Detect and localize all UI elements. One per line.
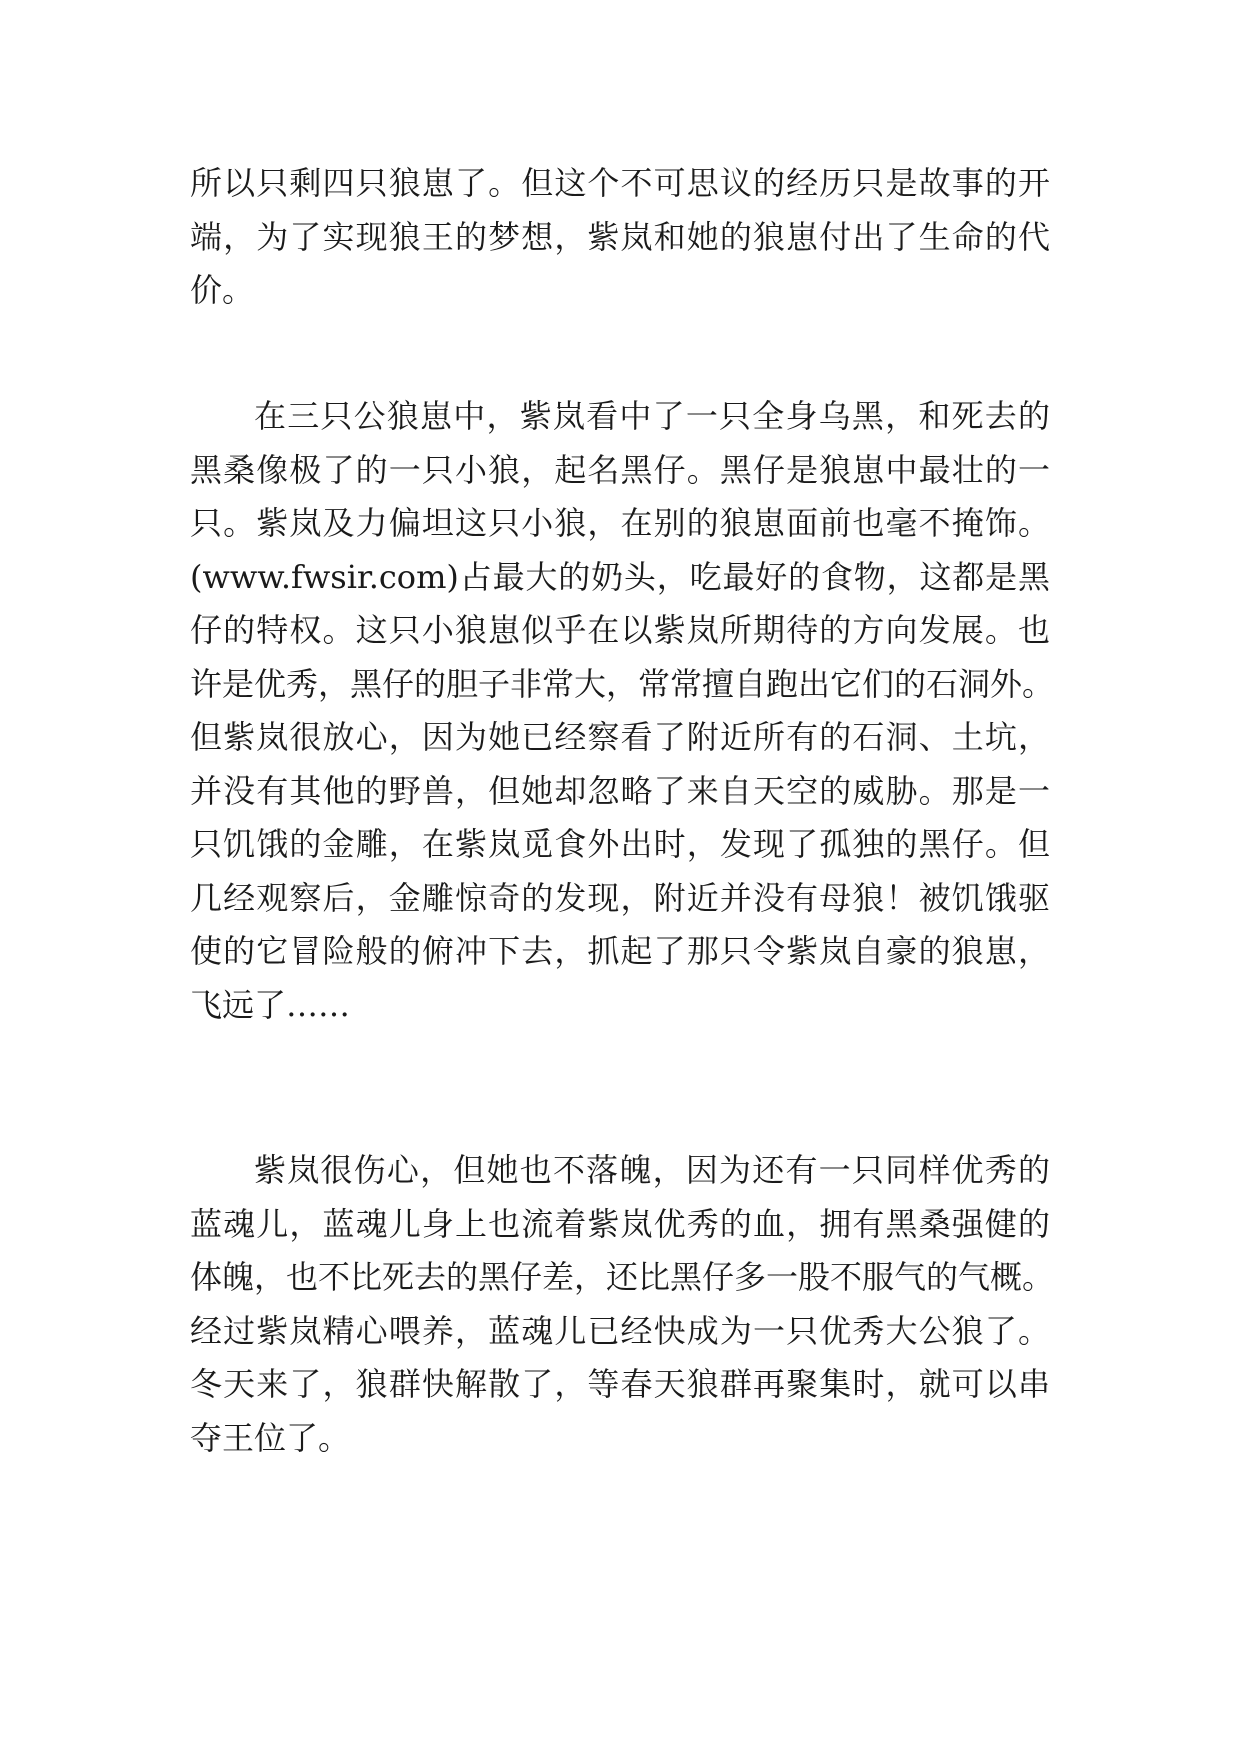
text-line: 所以只剩四只狼崽了。但这个不可思议的经历只是故事的开 bbox=[190, 164, 1050, 202]
paragraph-2 bbox=[190, 390, 1055, 1032]
text-line: 夺王位了。 bbox=[190, 1418, 351, 1457]
text-line: 使的它冒险般的俯冲下去，抓起了那只令紫岚自豪的狼崽， bbox=[190, 932, 1050, 970]
text-line: 许是优秀，黑仔的胆子非常大，常常擅自跑出它们的石洞外。 bbox=[190, 664, 1055, 703]
text-line: 几经观察后，金雕惊奇的发现，附近并没有母狼！被饥饿驱 bbox=[190, 878, 1050, 917]
paragraph-3 bbox=[190, 1144, 1055, 1465]
text-line: 在三只公狼崽中，紫岚看中了一只全身乌黑，和死去的 bbox=[254, 397, 1050, 435]
text-line: (www.fwsir.com)占最大的奶头，吃最好的食物，这都是黑 bbox=[190, 557, 1050, 596]
text-line: 但紫岚很放心，因为她已经察看了附近所有的石洞、土坑， bbox=[190, 718, 1050, 756]
text-line: 端，为了实现狼王的梦想，紫岚和她的狼崽付出了生命的代 bbox=[190, 217, 1050, 256]
text-line: 黑桑像极了的一只小狼，起名黑仔。黑仔是狼崽中最壮的一 bbox=[190, 450, 1050, 489]
text-line: 并没有其他的野兽，但她却忽略了来自天空的威胁。那是一 bbox=[190, 771, 1050, 810]
text-line: 仔的特权。这只小狼崽似乎在以紫岚所期待的方向发展。也 bbox=[190, 611, 1050, 649]
text-line: 体魄，也不比死去的黑仔差，还比黑仔多一股不服气的气概。 bbox=[190, 1258, 1055, 1296]
paragraph-1 bbox=[190, 157, 1050, 318]
text-line: 紫岚很伤心，但她也不落魄，因为还有一只同样优秀的 bbox=[254, 1151, 1050, 1189]
text-line: 蓝魂儿，蓝魂儿身上也流着紫岚优秀的血，拥有黑桑强健的 bbox=[190, 1204, 1050, 1243]
text-line: 只饥饿的金雕，在紫岚觅食外出时，发现了孤独的黑仔。但 bbox=[190, 825, 1050, 863]
text-line: 经过紫岚精心喂养，蓝魂儿已经快成为一只优秀大公狼了。 bbox=[190, 1311, 1050, 1350]
text-line: 飞远了…… bbox=[190, 985, 351, 1024]
text-line: 只。紫岚及力偏坦这只小狼，在别的狼崽面前也毫不掩饰。 bbox=[190, 504, 1050, 542]
text-line: 冬天来了，狼群快解散了，等春天狼群再聚集时，就可以串 bbox=[190, 1365, 1050, 1403]
text-line: 价。 bbox=[190, 271, 255, 309]
